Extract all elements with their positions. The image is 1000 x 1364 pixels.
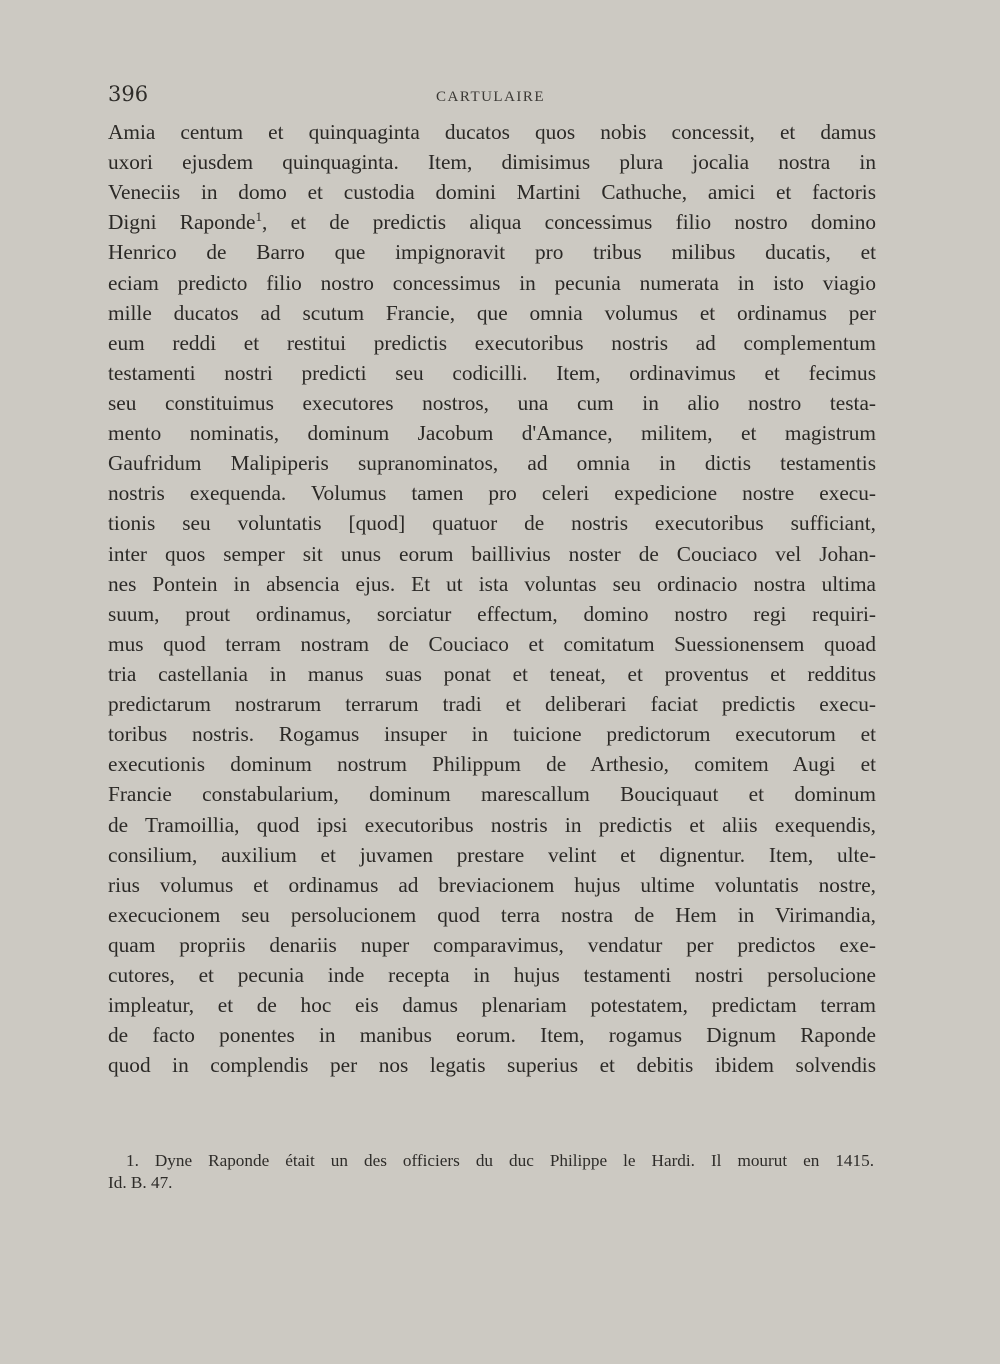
text-line: Gaufridum Malipiperis supranominatos, ad omnia in dictis testamentis [108, 451, 876, 476]
page-header [108, 82, 880, 112]
text-line: tria castellania in manus suas ponat et teneat, et proventus et redditus [108, 661, 876, 686]
text-line: toribus nostris. Rogamus insuper in tuicione predictorum executorum et [108, 722, 876, 747]
text-line: eum reddi et restitui predictis executoribus nostris ad complementum [108, 330, 876, 355]
text-line-with-footnote [108, 207, 876, 237]
text-line: nes Pontein in absencia ejus. Et ut ista voluntas seu ordinacio nostra ultima [108, 571, 876, 596]
text-line: Francie constabularium, dominum marescallum Bouciquaut et dominum [108, 782, 876, 807]
text-line: tionis seu voluntatis [quod] quatuor de nostris executoribus sufficiant, [108, 511, 876, 536]
text-line: Amia centum et quinquaginta ducatos quos nobis concessit, et damus [108, 120, 876, 144]
footnote-section [108, 1150, 874, 1194]
page-number: 396 [108, 82, 149, 106]
text-line: seu constituimus executores nostros, una cum in alio nostro testa- [108, 390, 876, 415]
text-line: execucionem seu persolucionem quod terra nostra de Hem in Virimandia, [108, 902, 876, 927]
text-line: quod in complendis per nos legatis superius et debitis ibidem solvendis [108, 1053, 876, 1078]
text-line: eciam predicto filio nostro concessimus in pecunia numerata in isto viagio [108, 270, 876, 295]
text-line: de Tramoillia, quod ipsi executoribus nostris in predictis et aliis exequendis, [108, 812, 876, 837]
footnote-reference[interactable]: 1 [255, 209, 263, 225]
text-line: Veneciis in domo et custodia domini Martini Cathuche, amici et factoris [108, 180, 876, 205]
text-line: mento nominatis, dominum Jacobum d'Amance, militem, et magistrum [108, 421, 876, 446]
running-title: CARTULAIRE [436, 89, 546, 105]
text-line: mille ducatos ad scutum Francie, que omnia volumus et ordinamus per [108, 300, 876, 325]
text-line: nostris exequenda. Volumus tamen pro celeri expedicione nostre execu- [108, 481, 876, 506]
text-line: quam propriis denariis nuper comparavimus, vendatur per predictos exe- [108, 932, 876, 957]
footnote-text: 1. Dyne Raponde était un des officiers du duc Philippe le Hardi. Il mourut en 1415. [126, 1151, 874, 1170]
text-segment: , et de predictis aliqua concessimus filio nostro domino [262, 210, 876, 235]
text-line: rius volumus et ordinamus ad breviacionem hujus ultime voluntatis nostre, [108, 872, 876, 897]
text-segment: Digni Raponde [108, 210, 256, 235]
text-line: de facto ponentes in manibus eorum. Item, rogamus Dignum Raponde [108, 1023, 876, 1048]
footnote-citation: Id. B. 47. [108, 1173, 173, 1192]
text-line: consilium, auxilium et juvamen prestare velint et dignentur. Item, ulte- [108, 842, 876, 867]
text-line: Henrico de Barro que impignoravit pro tribus milibus ducatis, et [108, 240, 876, 265]
text-line: inter quos semper sit unus eorum baillivius noster de Couciaco vel Johan- [108, 541, 876, 566]
text-line: suum, prout ordinamus, sorciatur effectum, domino nostro regi requiri- [108, 601, 876, 626]
text-line: mus quod terram nostram de Couciaco et comitatum Suessionensem quoad [108, 631, 876, 656]
text-line: impleatur, et de hoc eis damus plenariam potestatem, predictam terram [108, 993, 876, 1018]
text-line: testamenti nostri predicti seu codicilli. Item, ordinavimus et fecimus [108, 360, 876, 385]
text-line: executionis dominum nostrum Philippum de Arthesio, comitem Augi et [108, 752, 876, 777]
text-line: predictarum nostrarum terrarum tradi et deliberari faciat predictis execu- [108, 692, 876, 717]
text-line: uxori ejusdem quinquaginta. Item, dimisimus plura jocalia nostra in [108, 150, 876, 175]
body-text [108, 117, 876, 1081]
text-line: cutores, et pecunia inde recepta in hujus testamenti nostri persolucione [108, 963, 876, 988]
